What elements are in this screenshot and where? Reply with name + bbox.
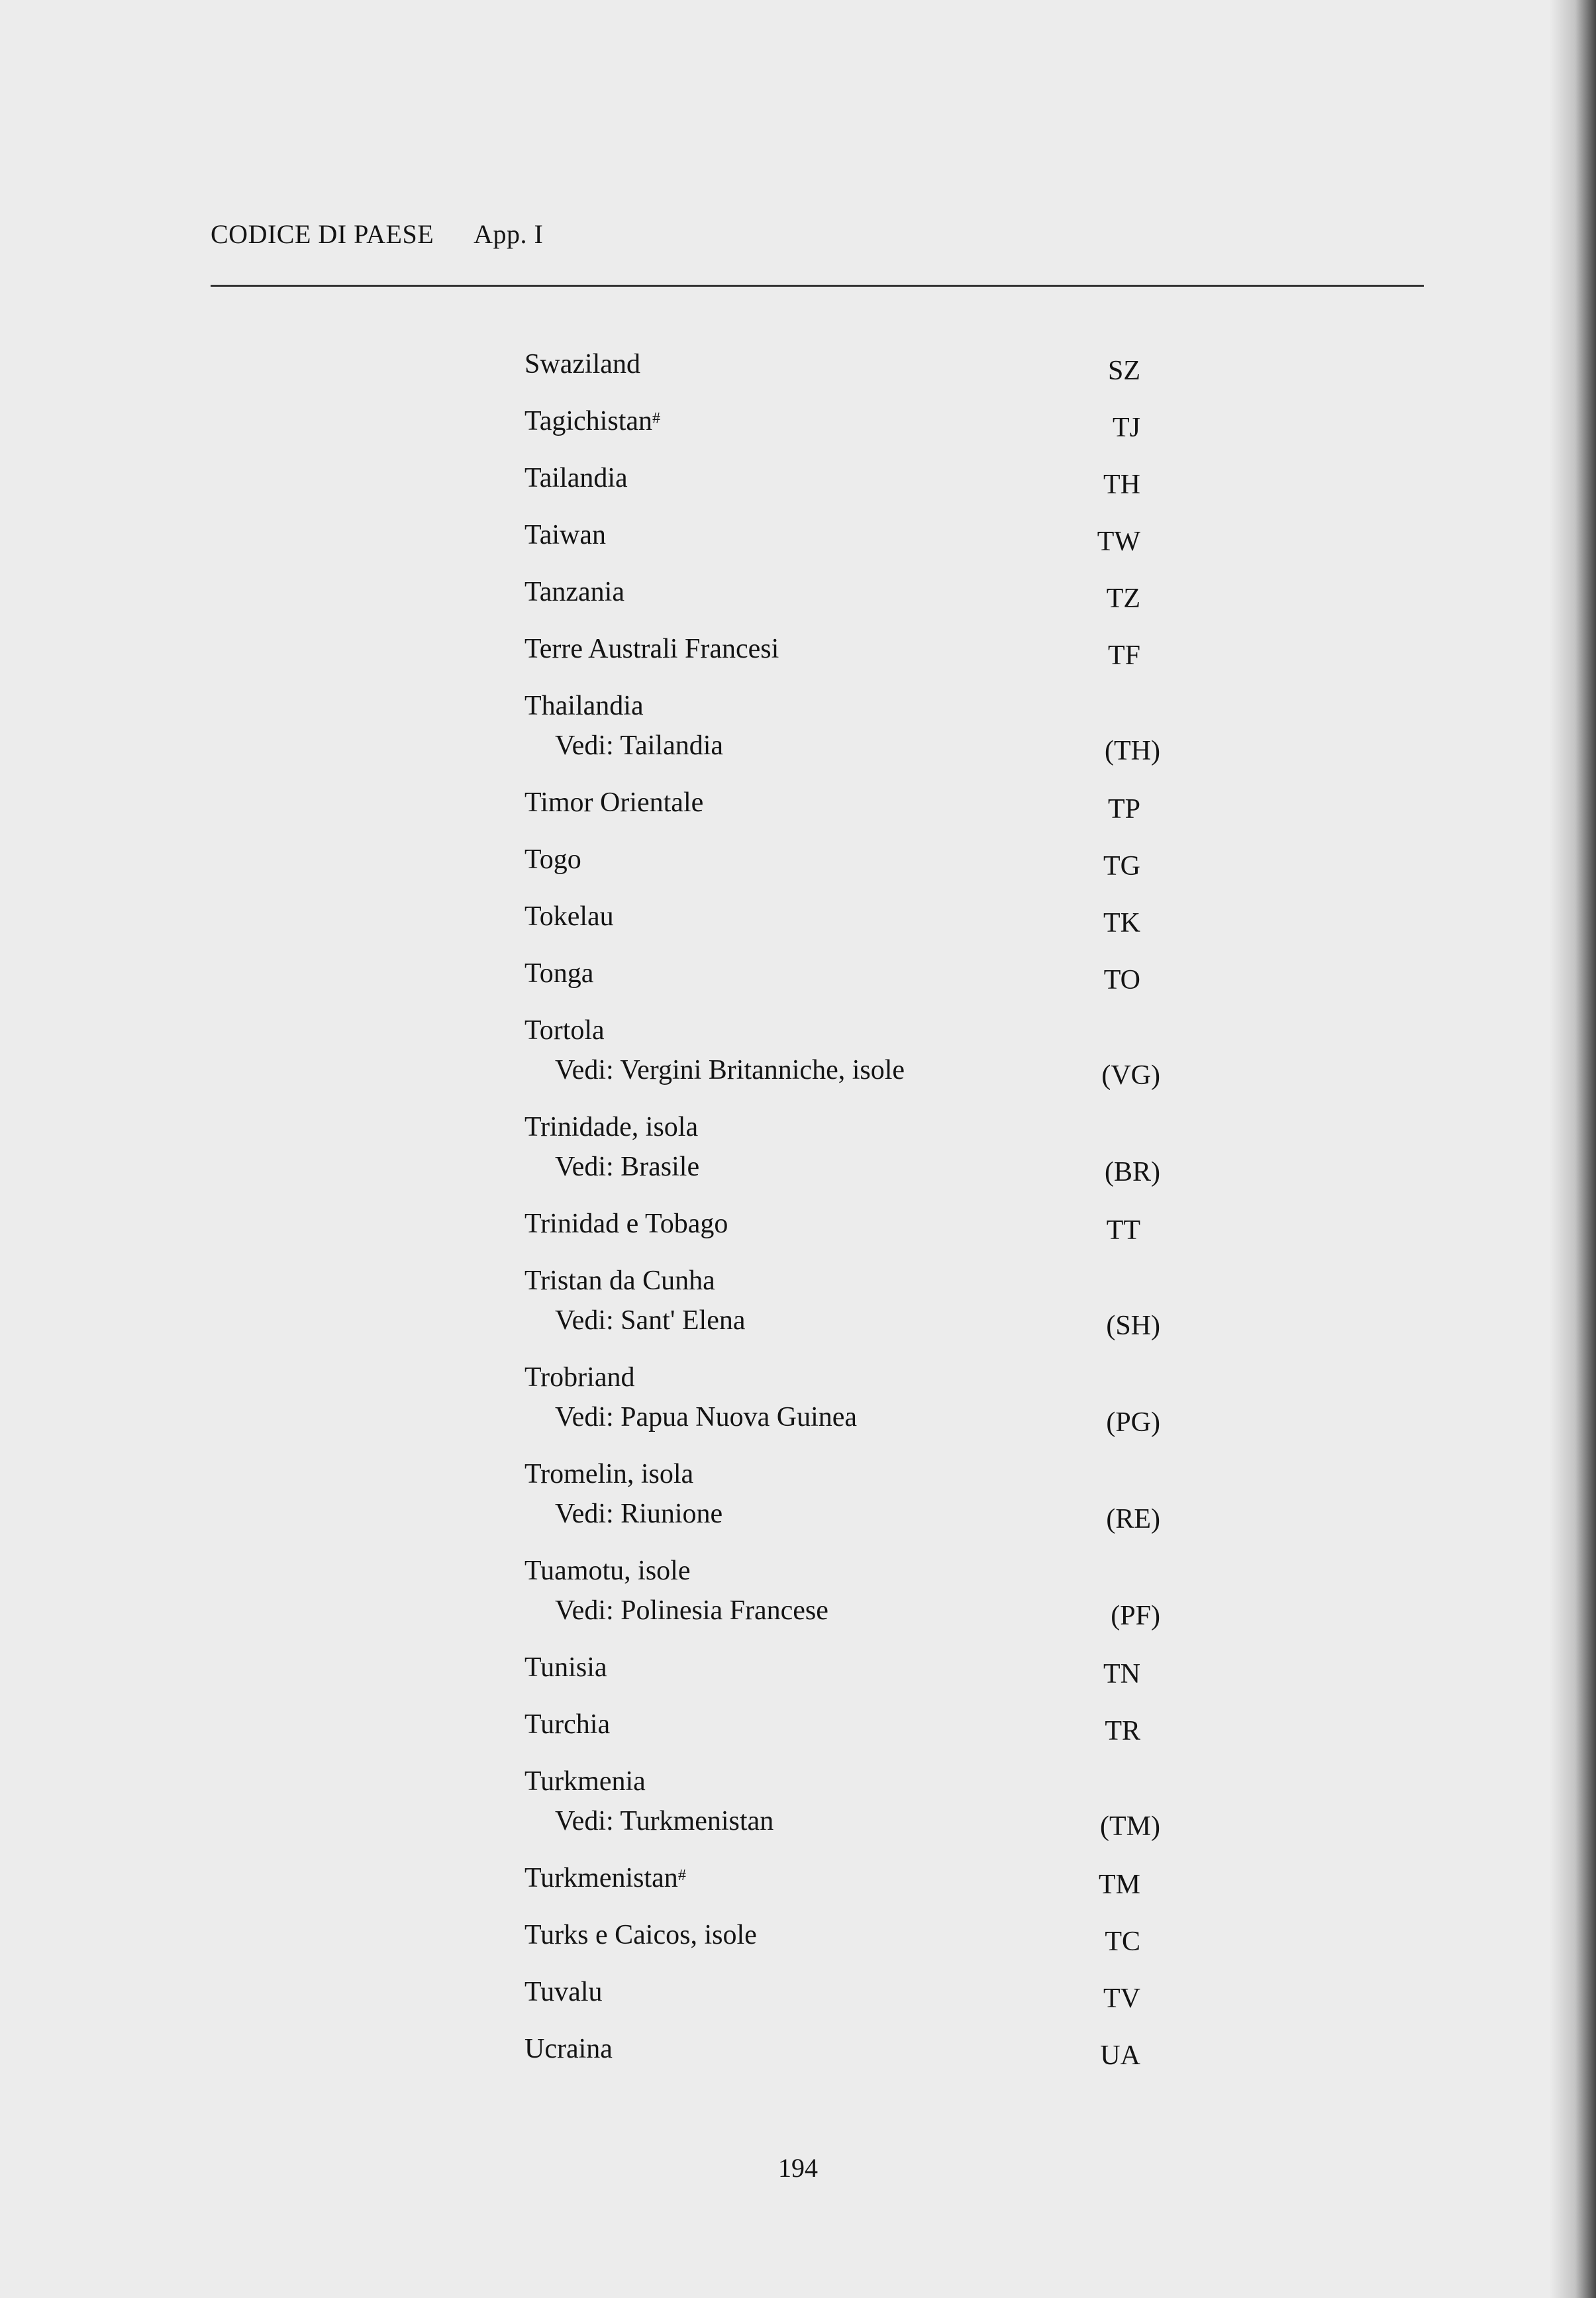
list-item: [524, 458, 1160, 515]
list-item: [524, 954, 1160, 1011]
footnote-mark: #: [652, 410, 660, 427]
country-name: Tromelin, isola: [524, 1459, 694, 1489]
country-code: TT: [1106, 1215, 1140, 1246]
country-name: Terre Australi Francesi: [524, 634, 779, 664]
country-name: Tanzania: [524, 577, 624, 607]
country-name: Timor Orientale: [524, 787, 704, 818]
list-item: [524, 1972, 1160, 2029]
country-name: Tuamotu, isole: [524, 1556, 691, 1586]
country-name: Tokelau: [524, 901, 614, 932]
country-name: Tagichistan#: [524, 406, 660, 436]
country-code: TO: [1103, 965, 1140, 995]
country-code: TP: [1107, 794, 1140, 824]
country-code: (TM): [1100, 1811, 1160, 1842]
country-name: Togo: [524, 844, 581, 875]
country-name: Trinidad e Tobago: [524, 1209, 728, 1239]
country-name: Tuvalu: [524, 1977, 603, 2007]
list-item: [524, 1107, 1160, 1204]
country-code: SZ: [1107, 356, 1140, 386]
see-also-reference: Vedi: Vergini Britanniche, isole: [555, 1055, 905, 1085]
country-name: Turkmenia: [524, 1766, 646, 1797]
country-code: UA: [1100, 2040, 1140, 2071]
page-edge-shadow: [1550, 0, 1596, 2298]
list-item: [524, 2029, 1160, 2086]
country-name: Swaziland: [524, 349, 640, 379]
see-also-reference: Vedi: Sant' Elena: [555, 1305, 746, 1336]
country-name: Tristan da Cunha: [524, 1266, 715, 1296]
page-number: 194: [778, 2153, 818, 2183]
list-item: [524, 572, 1160, 629]
country-code: TW: [1097, 526, 1140, 557]
country-name: Turkmenistan#: [524, 1863, 686, 1893]
country-name: Tonga: [524, 958, 594, 989]
see-also-reference: Vedi: Polinesia Francese: [555, 1595, 828, 1626]
see-also-reference: Vedi: Turkmenistan: [555, 1806, 774, 1836]
country-code-list: [524, 344, 1160, 2086]
country-name: Turchia: [524, 1709, 611, 1740]
list-item: [524, 344, 1160, 401]
list-item: [524, 1762, 1160, 1858]
list-item: [524, 1454, 1160, 1551]
see-also-reference: Vedi: Papua Nuova Guinea: [555, 1402, 858, 1432]
country-code: (BR): [1105, 1157, 1160, 1187]
country-code: (VG): [1101, 1060, 1160, 1091]
country-code: TJ: [1113, 413, 1140, 443]
country-code: TM: [1099, 1870, 1140, 1900]
header-rule: [211, 285, 1424, 287]
country-code: (RE): [1106, 1504, 1160, 1534]
list-item: [524, 1011, 1160, 1107]
list-item: [524, 1261, 1160, 1358]
see-also-reference: Vedi: Brasile: [555, 1152, 700, 1182]
country-code: (SH): [1106, 1311, 1160, 1341]
list-item: [524, 1648, 1160, 1705]
list-item: [524, 1551, 1160, 1648]
list-item: [524, 1858, 1160, 1915]
country-name: Ucraina: [524, 2034, 613, 2064]
list-item: [524, 686, 1160, 783]
list-item: [524, 783, 1160, 840]
country-code: TG: [1103, 851, 1140, 881]
country-code: TN: [1103, 1659, 1140, 1689]
country-code: TK: [1103, 908, 1140, 938]
country-name: Taiwan: [524, 520, 607, 550]
list-item: [524, 1358, 1160, 1454]
see-also-reference: Vedi: Riunione: [555, 1499, 723, 1529]
country-name: Tailandia: [524, 463, 628, 493]
country-code: (PF): [1111, 1601, 1160, 1631]
list-item: [524, 1915, 1160, 1972]
list-item: [524, 840, 1160, 897]
country-name: Turks e Caicos, isole: [524, 1920, 757, 1950]
country-name: Trobriand: [524, 1362, 635, 1393]
list-item: [524, 1705, 1160, 1762]
country-code: TH: [1103, 470, 1140, 500]
header-title: CODICE DI PAESE: [211, 219, 434, 249]
header-section: App. I: [474, 219, 544, 249]
list-item: [524, 515, 1160, 572]
country-code: TF: [1107, 640, 1140, 671]
list-item: [524, 1204, 1160, 1261]
see-also-reference: Vedi: Tailandia: [555, 730, 724, 761]
running-header: [211, 219, 543, 250]
list-item: [524, 629, 1160, 686]
list-item: [524, 897, 1160, 954]
country-name: Thailandia: [524, 691, 644, 721]
country-code: TV: [1103, 1983, 1140, 2014]
country-name: Tortola: [524, 1015, 605, 1046]
country-code: (TH): [1105, 736, 1160, 766]
country-code: TR: [1105, 1716, 1140, 1746]
footnote-mark: #: [677, 1867, 686, 1884]
country-code: TZ: [1106, 583, 1140, 614]
list-item: [524, 401, 1160, 458]
country-code: TC: [1105, 1926, 1140, 1957]
country-name: Tunisia: [524, 1652, 607, 1683]
country-code: (PG): [1106, 1407, 1160, 1438]
country-name: Trinidade, isola: [524, 1112, 699, 1142]
